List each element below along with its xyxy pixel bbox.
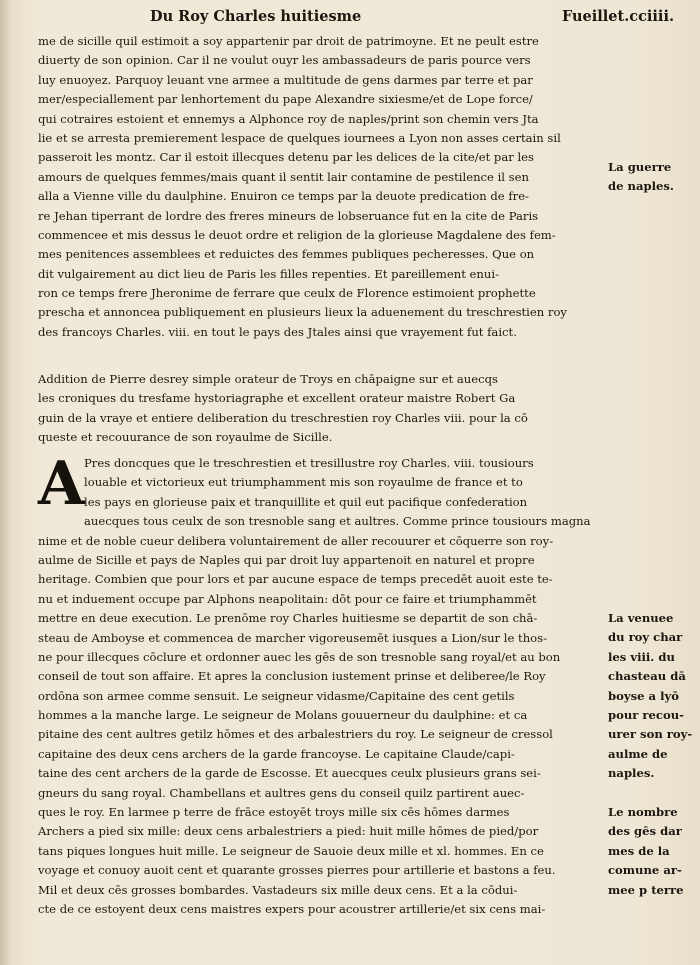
margin-note-kings-departure [608, 609, 696, 784]
text-line: pour recou- [608, 707, 684, 722]
page-header [150, 8, 674, 30]
text-line: heritage. Combien que pour lors et par aucune espace de temps precedēt auoit este te- [38, 572, 553, 587]
text-line: les croniques du tresfame hystoriagraphe et excellent orateur maistre Robert Ga [38, 391, 516, 406]
text-line: amours de quelques femmes/mais quant il sentit lair contamine de pestilence il sen [38, 169, 529, 184]
text-line: nime et de noble cueur delibera voluntairement de aller recouurer et cōquerre son roy- [38, 533, 554, 548]
text-line: de naples. [608, 179, 674, 194]
text-line: ron ce temps frere Jheronime de ferrare que ceulx de Florence estimoient prophette [38, 286, 536, 301]
text-line: diuerty de son opinion. Car il ne voulut ouyr les ambassadeurs de paris pource vers [38, 53, 531, 68]
text-line: louable et victorieux eut triumphamment mis son royaulme de france et to [84, 475, 523, 490]
text-line: conseil de tout son affaire. Et apres la conclusion iustement prinse et deliberee/le Roy [38, 669, 546, 684]
text-line: cte de ce estoyent deux cens maistres expers pour acoustrer artillerie/et six cens mai- [38, 901, 546, 916]
main-text-block-1 [38, 32, 600, 342]
text-line: alla a Vienne ville du daulphine. Enuiron ce temps par la deuote predication de fre- [38, 189, 529, 204]
text-line: ordōna son armee comme sensuit. Le seigneur vidasme/Capitaine des cent getils [38, 688, 515, 703]
text-line: hommes a la manche large. Le seigneur de Molans gouuerneur du daulphine: et ca [38, 708, 528, 723]
text-line: commencee et mis dessus le deuot ordre et religion de la glorieuse Magdalene des fem- [38, 227, 556, 242]
text-line: mes penitences assemblees et reduictes des femmes publiques pecheresses. Que on [38, 247, 535, 262]
drop-cap: A [38, 449, 85, 519]
text-line: urer son roy- [608, 727, 693, 742]
text-line: ques le roy. En larmee p terre de frāce estoyēt troys mille six cēs hōmes darmes [38, 805, 510, 820]
text-line: mettre en deue execution. Le prenōme roy Charles huitiesme se departit de son chā- [38, 611, 538, 626]
text-line: naples. [608, 766, 655, 781]
text-line: Archers a pied six mille: deux cens arbalestriers a pied: huit mille hōmes de pied/por [38, 824, 539, 839]
addition-heading-block [38, 370, 600, 448]
text-line: re Jehan tiperrant de lordre des freres mineurs de lobseruance fut en la cite de Paris [38, 208, 539, 223]
text-line: aulme de [608, 746, 668, 761]
text-line: prescha et annoncea publiquement en plusieurs lieux la aduenement du treschrestien roy [38, 305, 567, 320]
text-line: les pays en glorieuse paix et tranquillite et quil eut pacifique confederation [84, 494, 528, 509]
text-line: boyse a lyō [608, 688, 679, 703]
text-line: mee p terre [608, 882, 684, 897]
text-line: capitaine des deux cens archers de la garde francoyse. Le capitaine Claude/capi- [38, 746, 515, 761]
text-line: des gēs dar [608, 824, 682, 839]
text-line: queste et recouurance de son royaulme de Sicille. [38, 430, 333, 445]
text-line: auecques tous ceulx de son tresnoble sang et aultres. Comme prince tousiours magna [84, 514, 591, 529]
text-line: qui cotraires estoient et ennemys a Alphonce roy de naples/print son chemin vers Jta [38, 111, 539, 126]
text-line: du roy char [608, 630, 683, 645]
gutter-shadow [0, 0, 12, 965]
text-line: pitaine des cent aultres getilz hōmes et des arbalestriers du roy. Le seigneur de cressol [38, 727, 553, 742]
text-line: des francoys Charles. viii. en tout le pays des Jtales ainsi que vrayement fut faict. [38, 324, 517, 339]
margin-note-war-of-naples [608, 158, 696, 197]
text-line: mer/especiallement par lenhortement du pape Alexandre sixiesme/et de Lope force/ [38, 92, 533, 107]
text-line: Pres doncques que le treschrestien et tresillustre roy Charles. viii. tousiours [84, 456, 534, 470]
text-line: comune ar- [608, 863, 682, 878]
text-line: luy enuoyez. Parquoy leuant vne armee a multitude de gens darmes par terre et par [38, 72, 533, 87]
text-line: Addition de Pierre desrey simple orateur de Troys en chāpaigne sur et auecqs [38, 372, 498, 386]
text-line: nu et induement occupe par Alphons neapolitain: dōt pour ce faire et triumphammēt [38, 591, 537, 606]
text-line: voyage et conuoy auoit cent et quarante grosses pierres pour artillerie et bastons a feu. [38, 863, 556, 878]
text-line: les viii. du [608, 649, 675, 664]
text-line: Mil et deux cēs grosses bombardes. Vastadeurs six mille deux cens. Et a la cōdui- [38, 882, 518, 897]
running-title: Du Roy Charles huitiesme [150, 8, 362, 25]
text-line: La venuee [608, 611, 674, 625]
text-line: dit vulgairement au dict lieu de Paris les filles repenties. Et pareillement enui- [38, 266, 499, 281]
margin-note-army-numbers [608, 803, 696, 900]
text-line: mes de la [608, 843, 670, 858]
text-line: chasteau dā [608, 669, 686, 684]
text-line: ne pour illecques cōclure et ordonner auec les gēs de son tresnoble sang royal/et au bon [38, 649, 561, 664]
text-line: aulme de Sicille et pays de Naples qui par droit luy appartenoit en naturel et propre [38, 552, 535, 567]
text-line: taine des cent archers de la garde de Escosse. Et auecques ceulx plusieurs grans sei- [38, 766, 541, 781]
text-line: gneurs du sang royal. Chambellans et aultres gens du conseil quilz partirent auec- [38, 785, 525, 800]
text-line: passeroit les montz. Car il estoit illecques detenu par les delices de la cite/et par les [38, 150, 534, 165]
text-line: steau de Amboyse et commencea de marcher vigoreusemēt iusques a Lion/sur le thos- [38, 630, 548, 645]
folio-number: Fueillet.cciiii. [561, 8, 674, 25]
text-line: me de sicille quil estimoit a soy appartenir par droit de patrimoyne. Et ne peult estre [38, 34, 539, 48]
text-line: tans piques longues huit mille. Le seigneur de Sauoie deux mille et xl. hommes. En ce [38, 843, 544, 858]
text-line: La guerre [608, 160, 672, 174]
text-line: lie et se arresta premierement lespace de quelques iournees a Lyon non asses certain sil [38, 130, 561, 145]
text-line: Le nombre [608, 805, 678, 819]
main-text-block-2 [38, 449, 600, 919]
text-line: guin de la vraye et entiere deliberation du treschrestien roy Charles viii. pour la cō [38, 410, 528, 425]
